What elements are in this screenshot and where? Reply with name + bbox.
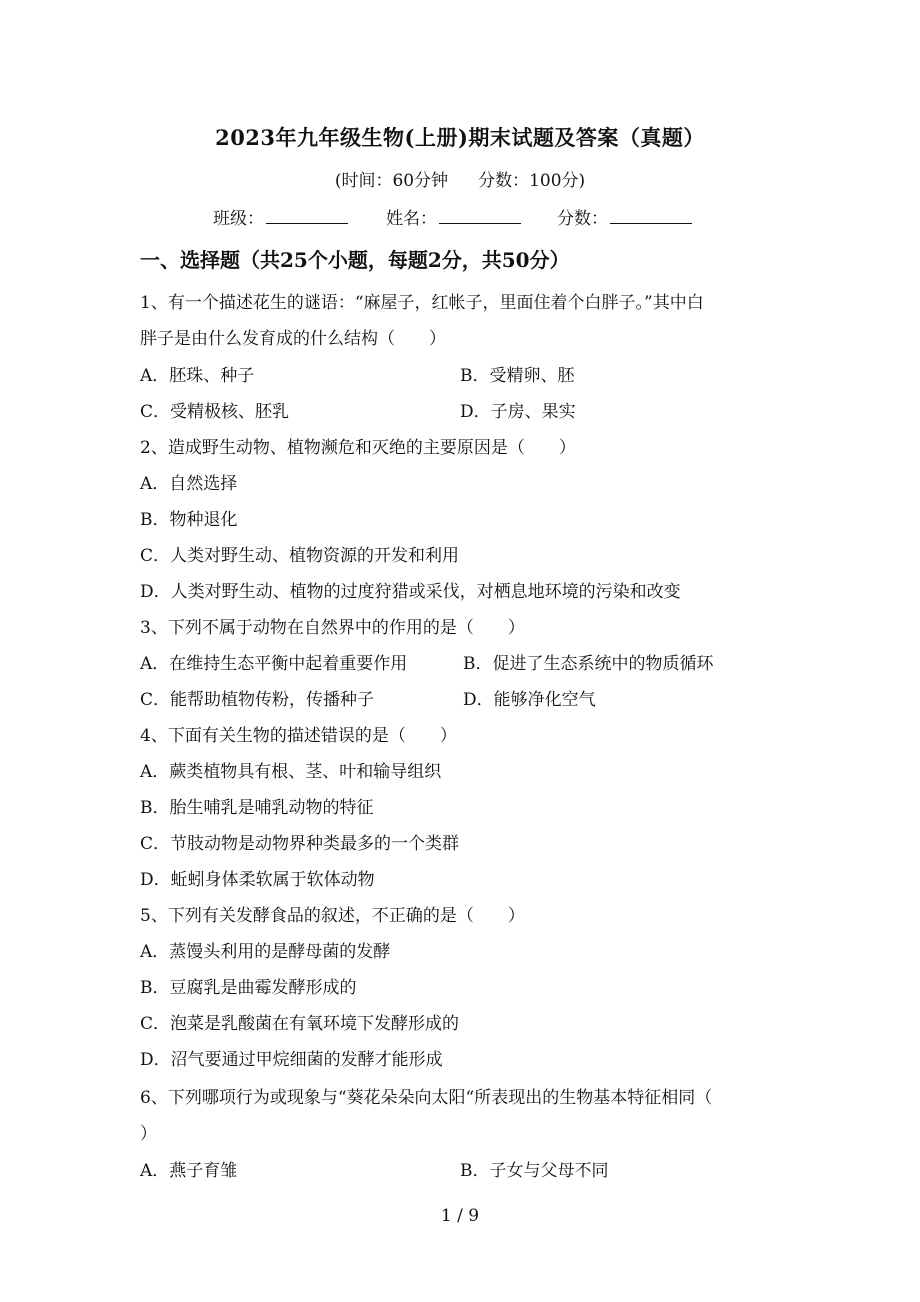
q5-option-c: C．泡菜是乳酸菌在有氧环境下发酵形成的	[140, 1014, 460, 1034]
q2-stem: 2、造成野生动物、植物濒危和灭绝的主要原因是（ ）	[140, 438, 576, 458]
q4-option-b: B．胎生哺乳是哺乳动物的特征	[140, 798, 374, 818]
q4-option-c: C．节肢动物是动物界种类最多的一个类群	[140, 834, 460, 854]
q1-option-b: B．受精卵、胚	[460, 366, 575, 386]
page-title: 2023年九年级生物(上册)期末试题及答案（真题）	[215, 125, 705, 150]
score-label: 分数：	[557, 209, 608, 229]
q6-stem-line1: 6、下列哪项行为或现象与“葵花朵朵向太阳“所表现出的生物基本特征相同（	[140, 1088, 713, 1108]
name-blank[interactable]	[439, 209, 521, 224]
time-info: (时间：60分钟	[334, 171, 449, 191]
q3-option-b: B．促进了生态系统中的物质循环	[463, 654, 714, 674]
q4-stem: 4、下面有关生物的描述错误的是（ ）	[140, 726, 457, 746]
exam-meta	[0, 166, 920, 191]
class-blank[interactable]	[266, 209, 348, 224]
q5-option-a: A．蒸馒头利用的是酵母菌的发酵	[140, 942, 391, 962]
section-heading: 一、选择题（共25个小题，每题2分，共50分）	[140, 248, 570, 272]
q4-option-a: A．蕨类植物具有根、茎、叶和输导组织	[140, 762, 442, 782]
q4-option-d: D．蚯蚓身体柔软属于软体动物	[140, 870, 375, 890]
q3-option-c: C．能帮助植物传粉，传播种子	[140, 690, 375, 710]
q5-option-d: D．沼气要通过甲烷细菌的发酵才能形成	[140, 1050, 443, 1070]
q6-stem-line2: ）	[140, 1124, 157, 1144]
score-blank[interactable]	[610, 209, 692, 224]
q6-option-a: A．燕子育雏	[140, 1161, 238, 1181]
class-label: 班级：	[213, 209, 264, 229]
q1-option-c: C．受精极核、胚乳	[140, 402, 290, 422]
q3-option-a: A．在维持生态平衡中起着重要作用	[140, 654, 408, 674]
q2-option-c: C．人类对野生动、植物资源的开发和利用	[140, 546, 460, 566]
q1-stem-line2: 胖子是由什么发育成的什么结构（ ）	[140, 329, 446, 349]
page-number: 1 / 9	[440, 1206, 480, 1226]
score-info: 分数：100分)	[478, 171, 586, 191]
q2-option-a: A．自然选择	[140, 474, 238, 494]
q5-stem: 5、下列有关发酵食品的叙述，不正确的是（ ）	[140, 906, 525, 926]
q1-option-d: D．子房、果实	[460, 402, 576, 422]
q3-stem: 3、下列不属于动物在自然界中的作用的是（ ）	[140, 618, 525, 638]
q2-option-d: D．人类对野生动、植物的过度狩猎或采伐，对栖息地环境的污染和改变	[140, 582, 681, 602]
q2-option-b: B．物种退化	[140, 510, 238, 530]
q1-option-a: A．胚珠、种子	[140, 366, 255, 386]
student-info	[213, 204, 692, 229]
q3-option-d: D．能够净化空气	[463, 690, 596, 710]
q6-option-b: B．子女与父母不同	[460, 1161, 609, 1181]
q1-stem-line1: 1、有一个描述花生的谜语：“麻屋子，红帐子，里面住着个白胖子。”其中白	[140, 293, 704, 313]
q5-option-b: B．豆腐乳是曲霉发酵形成的	[140, 978, 357, 998]
name-label: 姓名：	[386, 209, 437, 229]
